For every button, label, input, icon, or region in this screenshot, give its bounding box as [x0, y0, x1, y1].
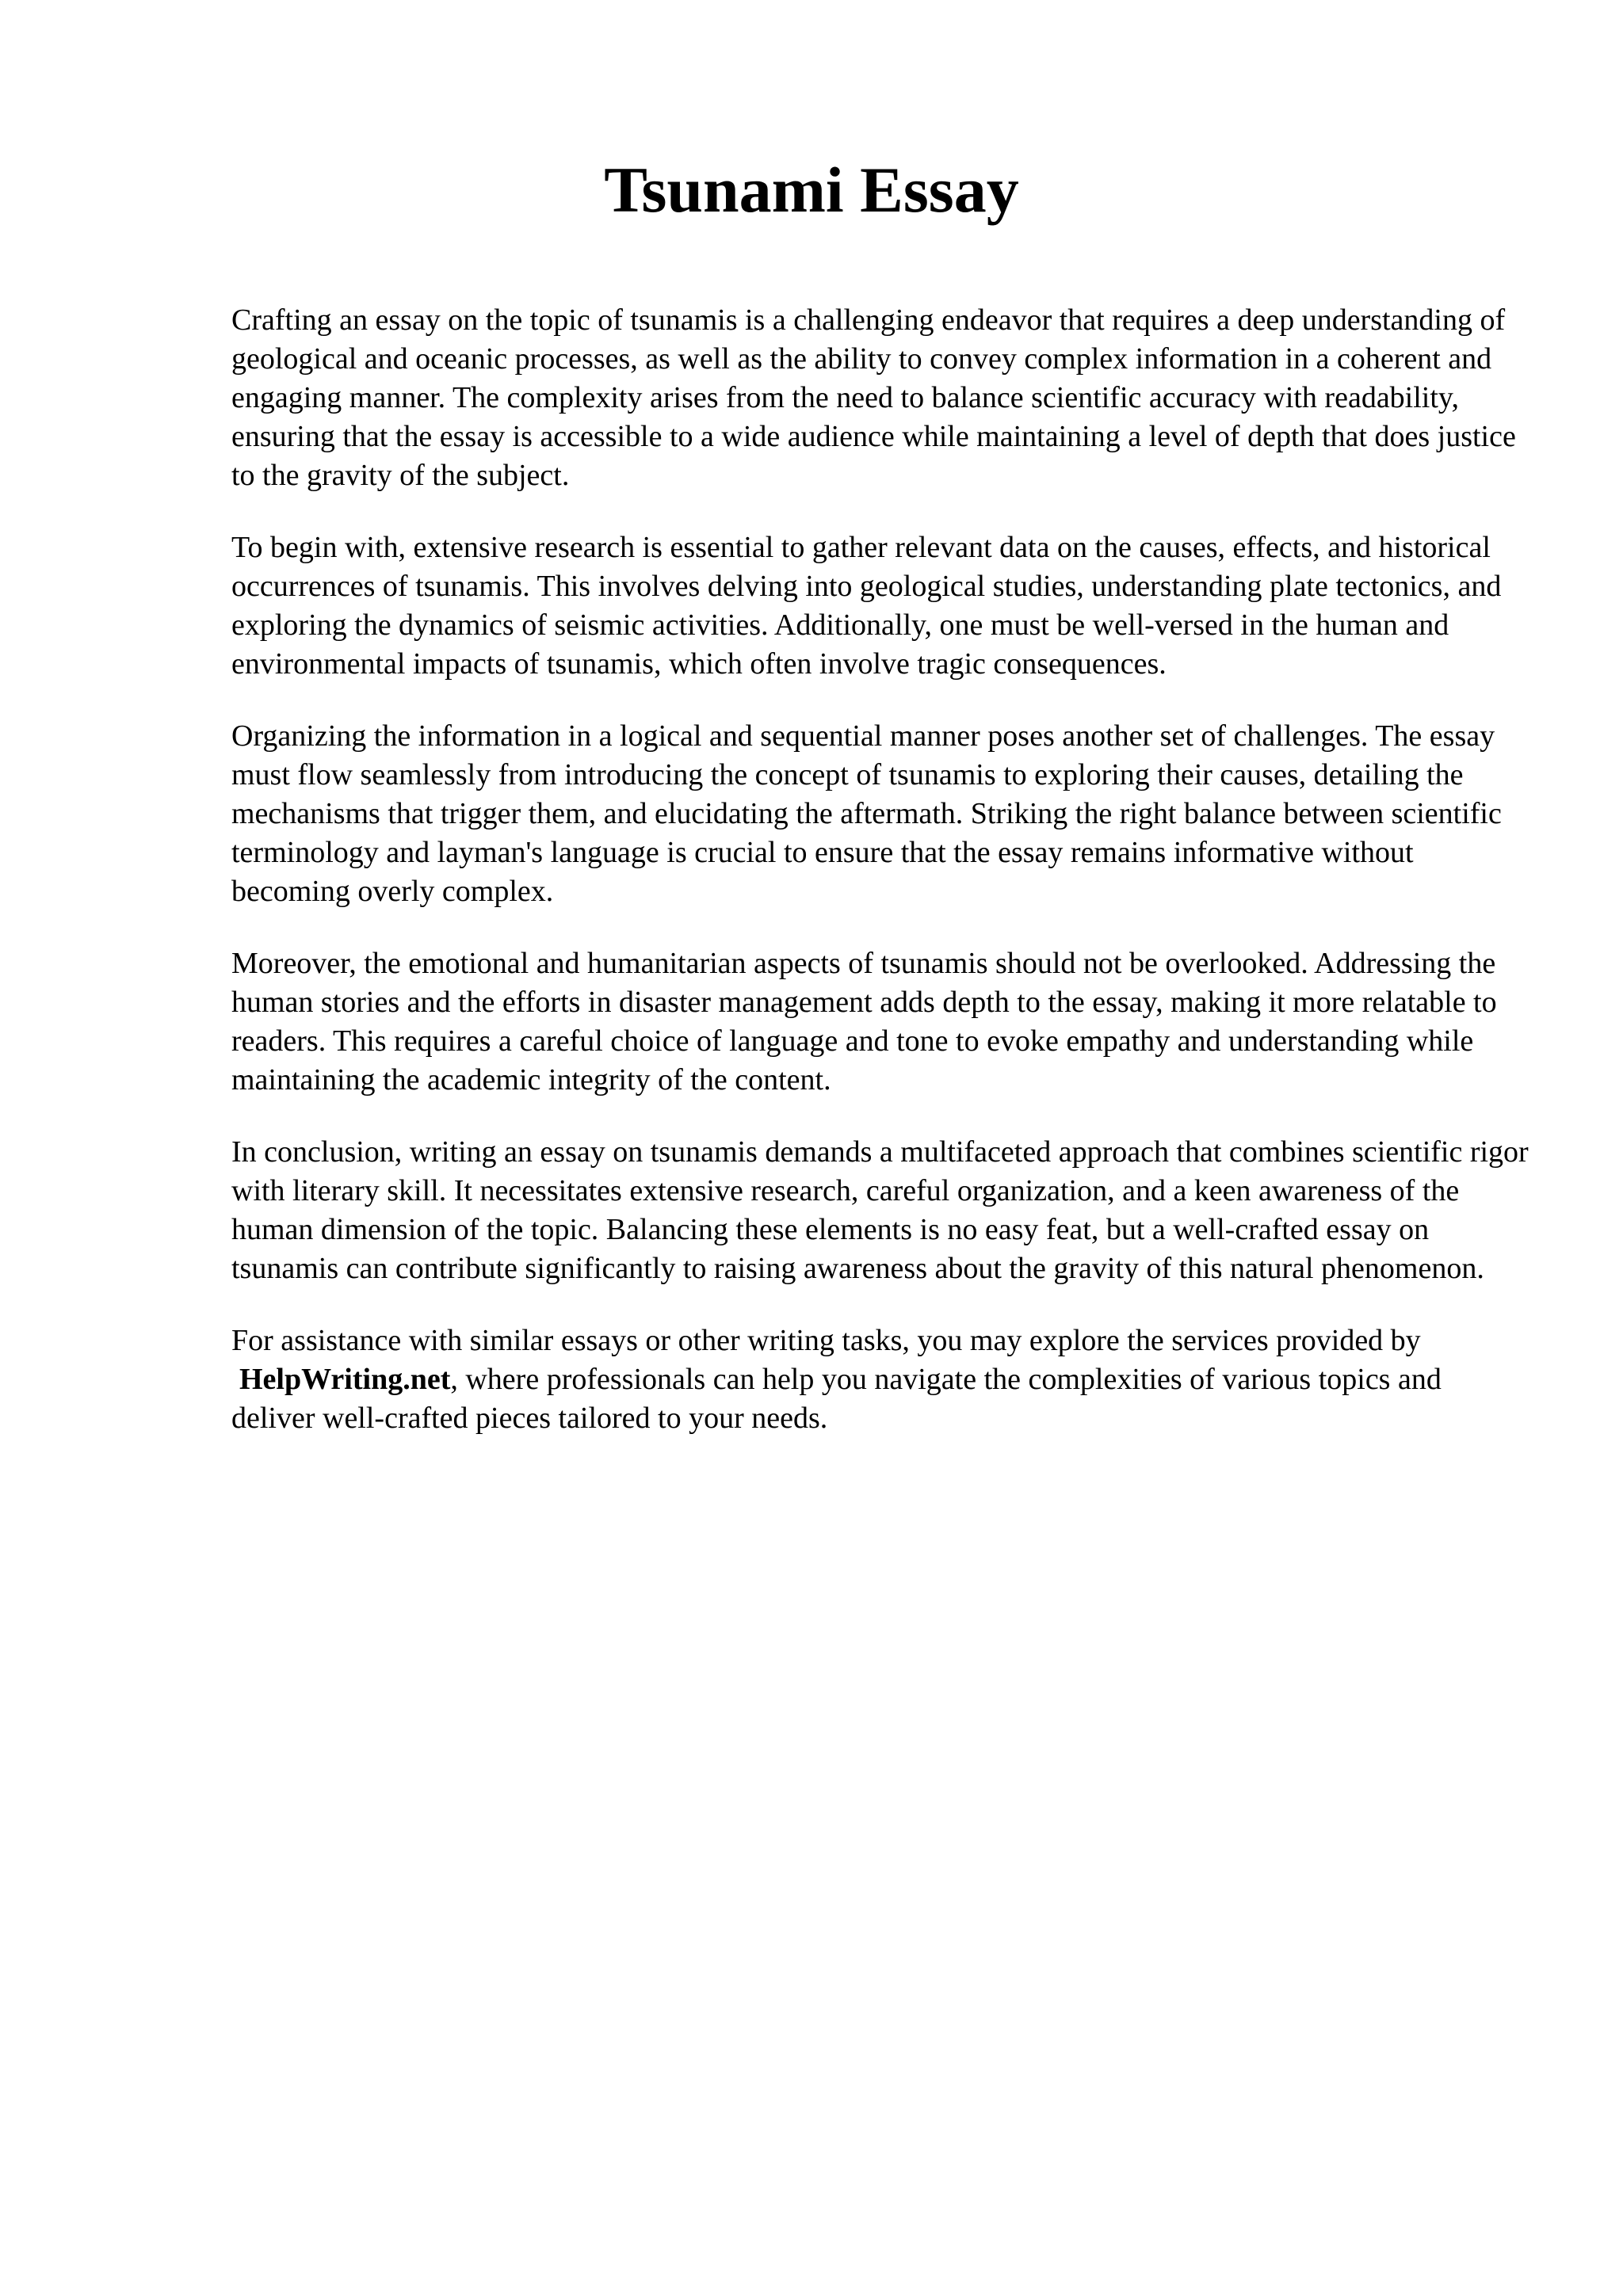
brand-name: HelpWriting.net	[239, 1363, 451, 1396]
closing-text-before: For assistance with similar essays or other writing tasks, you may explore the services provided by	[231, 1324, 1421, 1357]
paragraph-humanitarian: Moreover, the emotional and humanitarian aspects of tsunamis should not be overlooked. Addressing the human stories and the efforts in disaster management adds depth to the essay, making it more relatable to readers. This requires a careful choice of language and tone to evoke empathy and understanding while maintaining the academic integrity of the content.	[231, 947, 1497, 1097]
paragraph-conclusion: In conclusion, writing an essay on tsunamis demands a multifaceted approach that combines scientific rigor with literary skill. It necessitates extensive research, careful organization, and a keen awareness of the human dimension of the topic. Balancing these elements is no easy feat, but a well-crafted essay on tsunamis can contribute significantly to raising awareness about the gravity of this natural phenomenon.	[231, 1135, 1529, 1285]
paragraph-intro: Crafting an essay on the topic of tsunamis is a challenging endeavor that requires a deep understanding of geological and oceanic processes, as well as the ability to convey complex information in a coherent and engaging manner. The complexity arises from the need to balance scientific accuracy with readability, ensuring that the essay is accessible to a wide audience while maintaining a level of depth that does justice to the gravity of the subject.	[231, 303, 1516, 492]
essay-body	[231, 301, 1531, 1471]
page-title: Tsunami Essay	[604, 154, 1019, 226]
paragraph-organization: Organizing the information in a logical and sequential manner poses another set of challenges. The essay must flow seamlessly from introducing the concept of tsunamis to exploring their causes, detailing the mechanisms that trigger them, and elucidating the aftermath. Striking the right balance between scientific terminology and layman's language is crucial to ensure that the essay remains informative without becoming overly complex.	[231, 719, 1502, 908]
closing-text-after: , where professionals can help you navigate the complexities of various topics and deliver well-crafted pieces tailored to your needs.	[231, 1363, 1442, 1435]
paragraph-research: To begin with, extensive research is essential to gather relevant data on the causes, effects, and historical occurrences of tsunamis. This involves delving into geological studies, understanding plate tectonics, and exploring the dynamics of seismic activities. Additionally, one must be well-versed in the human and environmental impacts of tsunamis, which often involve tragic consequences.	[231, 531, 1502, 681]
paragraph-closing	[231, 1322, 1531, 1438]
